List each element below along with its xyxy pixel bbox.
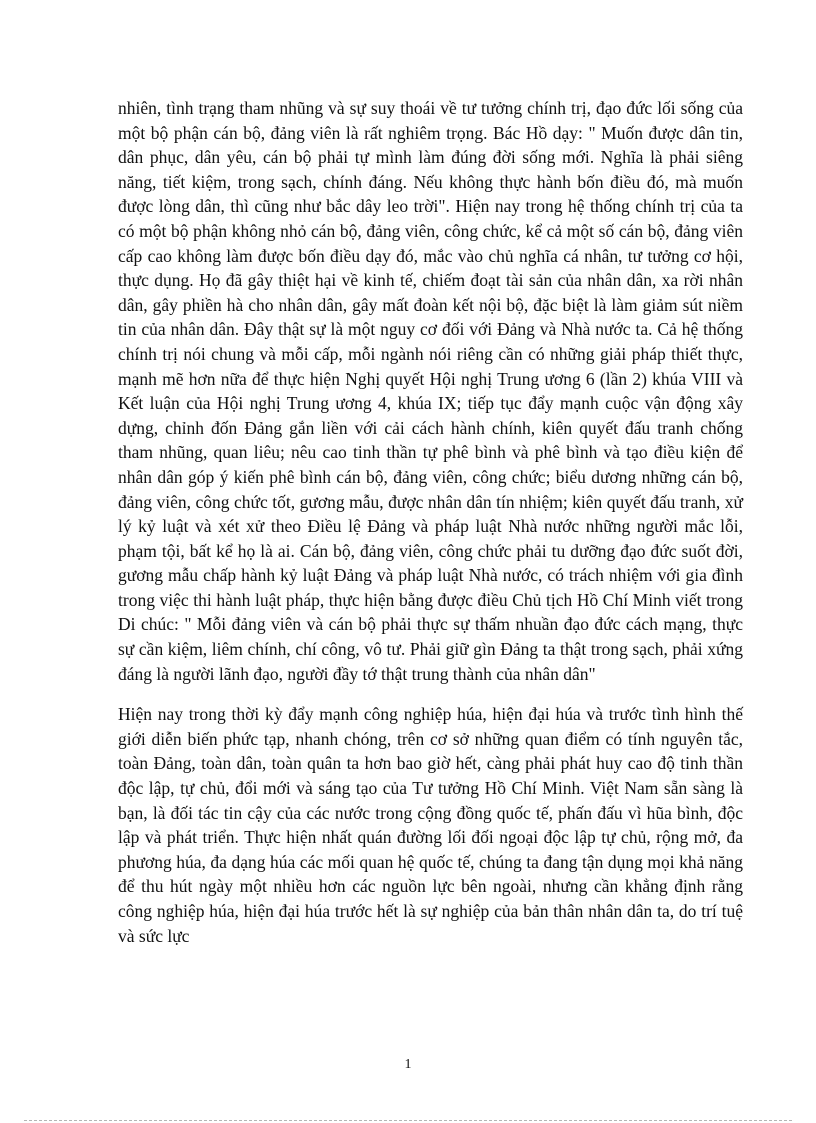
page-number: 1: [404, 1057, 412, 1072]
paragraph-1: nhiên, tình trạng tham nhũng và sự suy thoái về tư tưởng chính trị, đạo đức lối sống của một bộ phận cán bộ, đảng viên là rất nghiêm trọng. Bác Hồ dạy: " Muốn được dân tin, dân phục, dân yêu, cán bộ phải tự mình làm đúng đời sống mới. Nghĩa là phải siêng năng, tiết kiệm, trong sạch, chính đáng. Nếu không thực hành bốn điều đó, mà muốn được lòng dân, thì cũng như bắc dây leo trời". Hiện nay trong hệ thống chính trị của ta có một bộ phận không nhỏ cán bộ, đảng viên, công chức, kể cả một số cán bộ, đảng viên cấp cao không làm được bốn điều dạy đó, mắc vào chủ nghĩa cá nhân, tư tưởng cơ hội, thực dụng. Họ đã gây thiệt hại về kinh tế, chiếm đoạt tài sản của nhân dân, xa rời nhân dân, gây phiền hà cho nhân dân, gây mất đoàn kết nội bộ, đặc biệt là làm giảm sút niềm tin của nhân dân. Đây thật sự là một nguy cơ đối với Đảng và Nhà nước ta. Cả hệ thống chính trị nói chung và mỗi cấp, mỗi ngành nói riêng cần có những giải pháp thiết thực, mạnh mẽ hơn nữa để thực hiện Nghị quyết Hội nghị Trung ương 6 (lần 2) khúa VIII và Kết luận của Hội nghị Trung ương 4, khúa IX; tiếp tục đẩy mạnh cuộc vận động xây dựng, chỉnh đốn Đảng gắn liền với cải cách hành chính, kiên quyết đấu tranh chống tham nhũng, quan liêu; nêu cao tinh thần tự phê bình và phê bình và tạo điều kiện để nhân dân góp ý kiến phê bình cán bộ, đảng viên, công chức; biểu dương những cán bộ, đảng viên, công chức tốt, gương mẫu, được nhân dân tín nhiệm; kiên quyết đấu tranh, xử lý kỷ luật và xét xử theo Điều lệ Đảng và pháp luật Nhà nước những người mắc lỗi, phạm tội, bất kể họ là ai. Cán bộ, đảng viên, công chức phải tu dưỡng đạo đức suốt đời, gương mẫu chấp hành kỷ luật Đảng và pháp luật Nhà nước, có trách nhiệm với gia đình trong việc thi hành luật pháp, thực hiện bằng được điều Chủ tịch Hồ Chí Minh viết trong Di chúc: " Mỗi đảng viên và cán bộ phải thực sự thấm nhuần đạo đức cách mạng, thực sự cần kiệm, liêm chính, chí công, vô tư. Phải giữ gìn Đảng ta thật trong sạch, phải xứng đáng là người lãnh đạo, người đầy tớ thật trung thành của nhân dân": [118, 98, 743, 684]
document-body: [118, 96, 743, 948]
page-bottom-border: [24, 1120, 792, 1121]
paragraph-2: Hiện nay trong thời kỳ đẩy mạnh công nghiệp húa, hiện đại húa và trước tình hình thế giới diễn biến phức tạp, nhanh chóng, trên cơ sở những quan điểm có tính nguyên tắc, toàn Đảng, toàn dân, toàn quân ta hơn bao giờ hết, càng phải phát huy cao độ tinh thần độc lập, tự chủ, đổi mới và sáng tạo của Tư tưởng Hồ Chí Minh. Việt Nam sẵn sàng là bạn, là đối tác tin cậy của các nước trong cộng đồng quốc tế, phấn đấu vì hũa bình, độc lập và phát triển. Thực hiện nhất quán đường lối đối ngoại độc lập tự chủ, rộng mở, đa phương húa, đa dạng húa các mối quan hệ quốc tế, chúng ta đang tận dụng mọi khả năng để thu hút ngày một nhiều hơn các nguồn lực bên ngoài, nhưng cần khẳng định rằng công nghiệp húa, hiện đại húa trước hết là sự nghiệp của bản thân nhân dân ta, do trí tuệ và sức lực: [118, 704, 743, 946]
